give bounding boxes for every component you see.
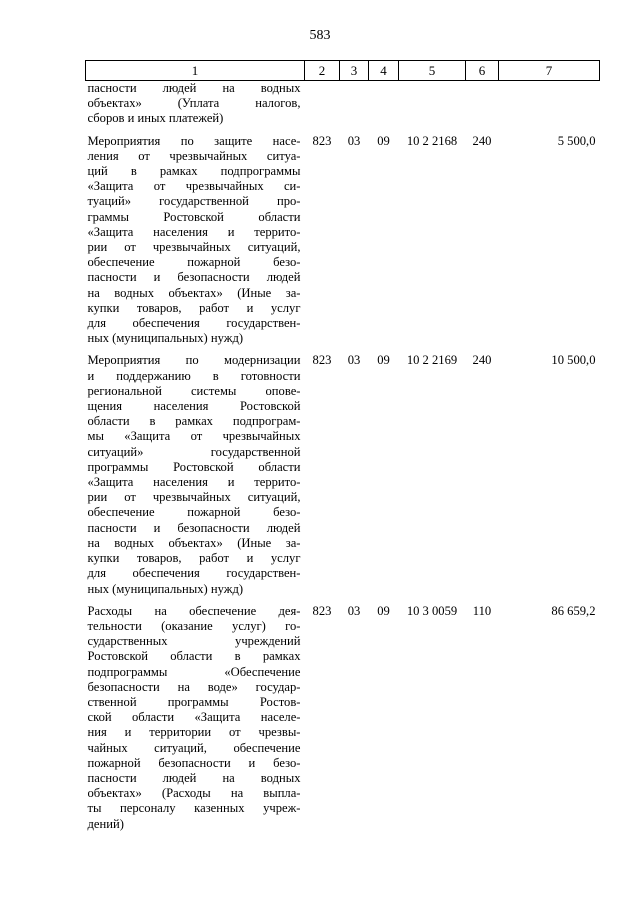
table-row	[86, 353, 600, 596]
description-line: ных (муниципальных) нужд)	[87, 581, 244, 596]
column-header-5: 5	[399, 61, 466, 81]
column-header-3: 3	[340, 61, 369, 81]
cell-expense-type: 240	[472, 353, 492, 368]
description-line: Мероприятия по защите насе-	[87, 133, 301, 148]
description-line: для обеспечения государствен-	[87, 566, 301, 581]
description-line: ственной программы Ростов-	[87, 694, 301, 709]
description-line: мы «Защита от чрезвычайных	[87, 429, 301, 444]
description-line: ния и территории от чрезвы-	[87, 725, 301, 740]
cell-subsection: 09	[377, 133, 390, 148]
description-line: безопасности на воде» государ-	[87, 679, 301, 694]
description-line: тельности (оказание услуг) го-	[87, 618, 301, 633]
cell-ministry-code	[305, 81, 340, 127]
cell-subsection	[369, 81, 399, 127]
description-line: щения населения Ростовской	[87, 399, 301, 414]
cell-subsection: 09	[377, 353, 390, 368]
description-line: пасности и безопасности людей	[87, 520, 301, 535]
description-line: пасности и безопасности людей	[87, 270, 301, 285]
description-line: туаций» государственной про-	[87, 194, 301, 209]
cell-expense-type	[466, 81, 499, 127]
description-line: «Защита от чрезвычайных си-	[87, 179, 301, 194]
description-line: объектах» (Уплата налогов,	[87, 96, 301, 111]
description-line: пожарной безопасности и безо-	[87, 755, 301, 770]
column-header-1: 1	[86, 61, 305, 81]
description-line: области в рамках подпрограм-	[87, 414, 301, 429]
description-line: ты персоналу казенных учреж-	[87, 801, 301, 816]
cell-amount: 86 659,2	[551, 603, 596, 618]
description-line: региональной системы опове-	[87, 383, 301, 398]
description-line: купки товаров, работ и услуг	[87, 300, 301, 315]
description-line: объектах» (Расходы на выпла-	[87, 786, 301, 801]
cell-target-article: 10 3 0059	[406, 603, 458, 618]
page-number: 583	[309, 28, 331, 43]
description-line: Ростовской области в рамках	[87, 649, 301, 664]
cell-target-article: 10 2 2168	[406, 133, 458, 148]
description-line: обеспечение пожарной безо-	[87, 255, 301, 270]
description-line: чайных ситуаций, обеспечение	[87, 740, 301, 755]
table-row	[86, 604, 600, 832]
column-header-7: 7	[499, 61, 600, 81]
description-line: пасности людей на водных	[87, 770, 301, 785]
description-line: купки товаров, работ и услуг	[87, 551, 301, 566]
description-line: рии от чрезвычайных ситуаций,	[87, 490, 301, 505]
column-header-6: 6	[466, 61, 499, 81]
description-line: Мероприятия по модернизации	[87, 353, 301, 368]
cell-expense-type: 110	[472, 603, 492, 618]
cell-section: 03	[347, 603, 361, 618]
description-line: обеспечение пожарной безо-	[87, 505, 301, 520]
description-line: «Защита населения и террито-	[87, 224, 301, 239]
description-line: ных (муниципальных) нужд)	[87, 331, 244, 346]
cell-ministry-code: 823	[312, 353, 332, 368]
description-line: пасности людей на водных	[87, 81, 301, 95]
cell-expense-type: 240	[472, 133, 492, 148]
description-line: «Защита населения и террито-	[87, 475, 301, 490]
cell-target-article: 10 2 2169	[406, 353, 458, 368]
cell-ministry-code: 823	[312, 603, 332, 618]
description-line: ситуаций» государственной	[87, 444, 301, 459]
description-line: для обеспечения государствен-	[87, 316, 301, 331]
column-header-2: 2	[305, 61, 340, 81]
cell-amount	[499, 81, 600, 127]
cell-amount: 5 500,0	[557, 133, 596, 148]
description-line: сборов и иных платежей)	[87, 111, 224, 126]
description-line: ской области «Защита населе-	[87, 710, 301, 725]
description-line: на водных объектах» (Иные за-	[87, 535, 301, 550]
budget-table	[85, 60, 600, 832]
cell-section	[340, 81, 369, 127]
description-line: граммы Ростовской области	[87, 209, 301, 224]
cell-section: 03	[347, 133, 361, 148]
description-line: подпрограммы «Обеспечение	[87, 664, 301, 679]
cell-amount: 10 500,0	[551, 353, 596, 368]
row-description	[86, 134, 305, 347]
cell-target-article	[399, 81, 466, 127]
cell-section: 03	[347, 353, 361, 368]
description-line: Расходы на обеспечение дея-	[87, 603, 301, 618]
description-line: программы Ростовской области	[87, 459, 301, 474]
description-line: дений)	[87, 816, 124, 831]
cell-ministry-code: 823	[312, 133, 332, 148]
description-line: на водных объектах» (Иные за-	[87, 285, 301, 300]
cell-subsection: 09	[377, 603, 390, 618]
description-line: сударственных учреждений	[87, 634, 301, 649]
description-line: ления от чрезвычайных ситуа-	[87, 148, 301, 163]
table-row	[86, 134, 600, 347]
row-description	[86, 604, 305, 832]
description-line: рии от чрезвычайных ситуаций,	[87, 240, 301, 255]
description-line: ций в рамках подпрограммы	[87, 164, 301, 179]
row-description	[86, 353, 305, 596]
table-header-row	[86, 61, 600, 81]
table-row	[86, 81, 600, 127]
column-header-4: 4	[369, 61, 399, 81]
description-line: и поддержанию в готовности	[87, 368, 301, 383]
row-description	[86, 81, 305, 127]
